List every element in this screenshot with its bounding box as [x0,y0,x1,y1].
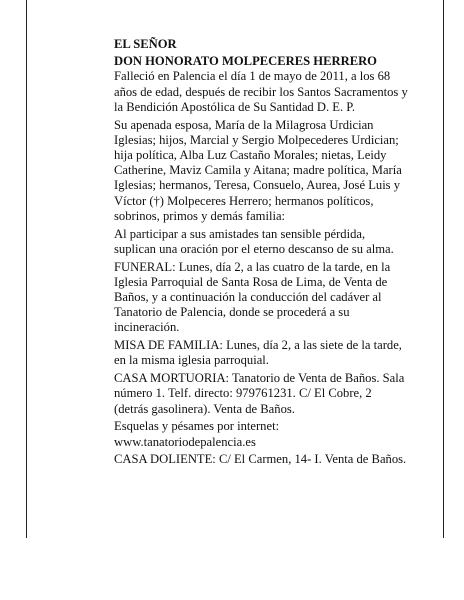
online-condolences: Esquelas y pésames por internet: www.tanatoriodepalencia.es [114,419,280,449]
family-list: Su apenada esposa, María de la Milagrosa Urdician Iglesias; hijos, Marcial y Sergio Molpecederes Urdician; hija política, Alba Luz Castaño Morales; nietas, Leidy Catherine, Maviz Camila y Aitana; madre política, María Iglesias; hermanos, Teresa, Consuelo, Aurea, José Luis y Víctor (†) Molpeceres Herrero; hermanos políticos, sobrinos, primos y demás familia: [114,117,402,223]
death-announcement: Falleció en Palencia el día 1 de mayo de 2011, a los 68 años de edad, después de recibir los Santos Sacramentos y la Bendición Apostólica de Su Santidad D. E. P. [114,69,408,114]
family-mass-details: MISA DE FAMILIA: Lunes, día 2, a las siete de la tarde, en la misma iglesia parroquial. [114,338,402,368]
funeral-home-details: CASA MORTUORIA: Tanatorio de Venta de Baños. Sala número 1. Telf. directo: 979761231. C/ El Cobre, 2 (detrás gasolinera). Venta de Baños. [114,371,405,416]
notice-title: EL SEÑOR [114,37,177,51]
deceased-name: DON HONORATO MOLPECERES HERRERO [114,54,377,69]
obituary-notice [114,37,408,470]
funeral-details: FUNERAL: Lunes, día 2, a las cuatro de la tarde, en la Iglesia Parroquial de Santa Rosa de Lima, de Venta de Baños, y a continuación la conducción del cadáver al Tanatorio de Palencia, donde se procederá a su incineración. [114,259,391,335]
prayer-request: Al participar a sus amistades tan sensible pérdida, suplican una oración por el eterno descanso de su alma. [114,226,394,256]
family-home-address: CASA DOLIENTE: C/ El Carmen, 14- I. Venta de Baños. [114,452,407,467]
